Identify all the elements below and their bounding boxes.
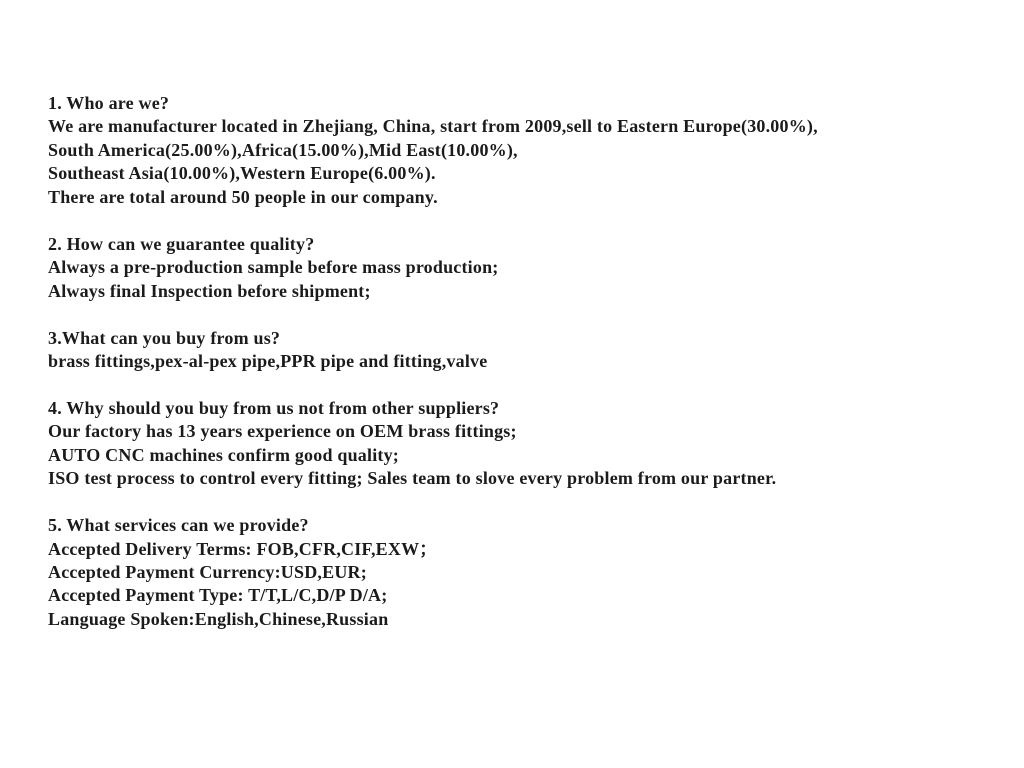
faq-document [48, 92, 984, 655]
faq-section-who-are-we [48, 92, 984, 209]
faq-question: 3.What can you buy from us? [48, 327, 281, 348]
faq-question: 2. How can we guarantee quality? [48, 233, 315, 254]
faq-answer-line: Always a pre-production sample before mass production; [48, 257, 499, 278]
faq-question: 1. Who are we? [48, 93, 170, 113]
faq-answer-line: Language Spoken:English,Chinese,Russian [48, 608, 389, 629]
faq-section-why-buy-from-us [48, 397, 984, 491]
faq-answer-line: There are total around 50 people in our company. [48, 186, 438, 207]
faq-question: 4. Why should you buy from us not from other suppliers? [48, 397, 500, 418]
faq-section-services [48, 514, 984, 631]
faq-answer-line: We are manufacturer located in Zhejiang, China, start from 2009,sell to Eastern Europe(30.00%), [48, 116, 818, 137]
faq-answer-line: brass fittings,pex-al-pex pipe,PPR pipe and fitting,valve [48, 350, 488, 371]
faq-answer-line: AUTO CNC machines confirm good quality; [48, 444, 399, 465]
faq-answer-line: ISO test process to control every fitting; Sales team to slove every problem from our partner. [48, 468, 777, 489]
faq-answer-line: Southeast Asia(10.00%),Western Europe(6.00%). [48, 163, 436, 184]
faq-answer-line: Accepted Delivery Terms: FOB,CFR,CIF,EXW； [48, 538, 438, 559]
faq-answer-line: Our factory has 13 years experience on OEM brass fittings; [48, 421, 517, 442]
faq-answer-line: Always final Inspection before shipment; [48, 280, 371, 301]
faq-answer-line: South America(25.00%),Africa(15.00%),Mid East(10.00%), [48, 139, 518, 160]
faq-question: 5. What services can we provide? [48, 515, 309, 536]
faq-section-guarantee-quality [48, 233, 984, 303]
faq-section-what-to-buy [48, 327, 984, 374]
faq-answer-line: Accepted Payment Currency:USD,EUR; [48, 562, 367, 582]
faq-answer-line: Accepted Payment Type: T/T,L/C,D/P D/A; [48, 585, 388, 606]
